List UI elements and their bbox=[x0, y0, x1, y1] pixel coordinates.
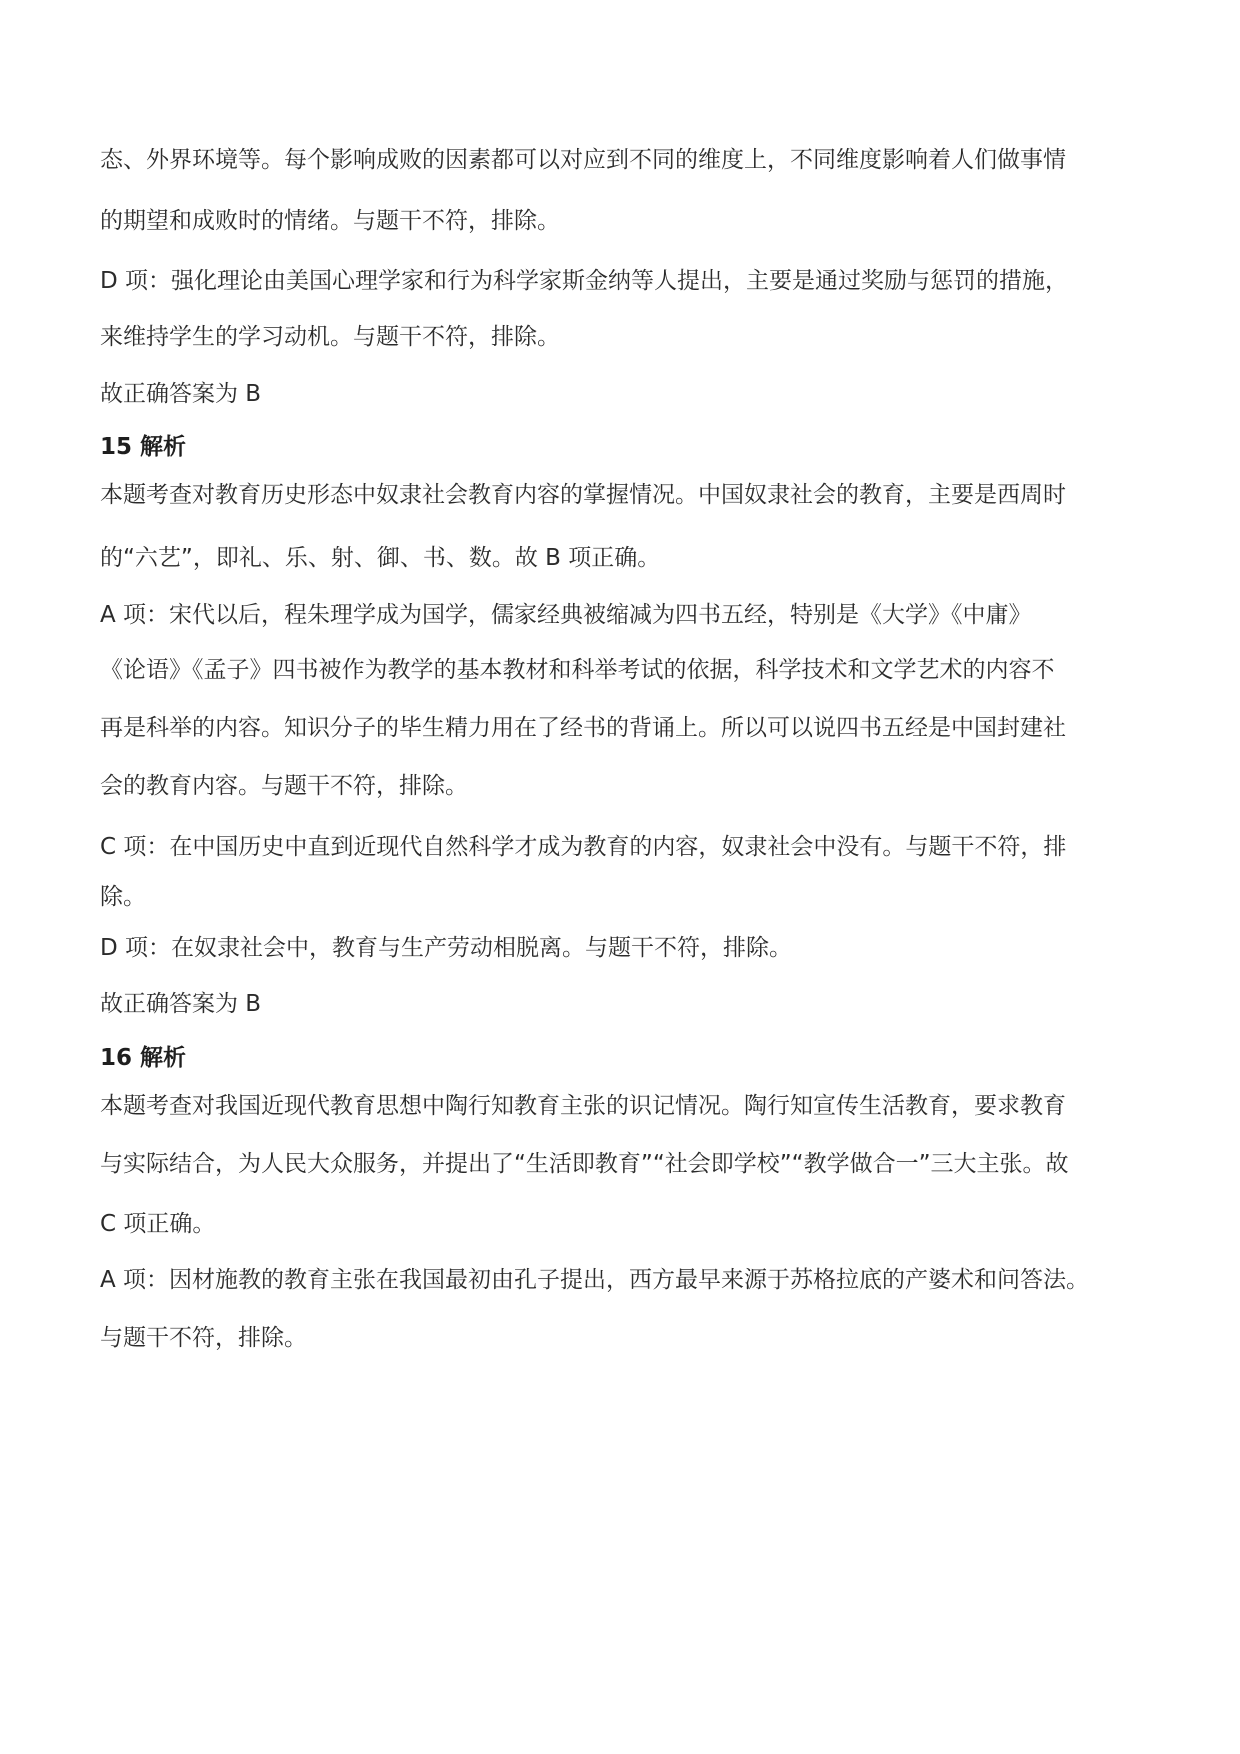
q15-option-a-line-2: 《论语》《孟子》四书被作为教学的基本教材和科举考试的依据，科学技术和文学艺术的内容不 bbox=[100, 657, 1055, 683]
q15-intro-line-1: 本题考查对教育历史形态中奴隶社会教育内容的掌握情况。中国奴隶社会的教育，主要是西周时 bbox=[100, 482, 1066, 508]
q15-option-d: D 项：在奴隶社会中，教育与生产劳动相脱离。与题干不符，排除。 bbox=[100, 935, 793, 961]
q15-intro-line-2: 的“六艺”，即礼、乐、射、御、书、数。故 B 项正确。 bbox=[100, 545, 661, 571]
q14-explanation-line-1: 态、外界环境等。每个影响成败的因素都可以对应到不同的维度上，不同维度影响着人们做事情 bbox=[100, 147, 1066, 173]
q16-option-a-line-1: A 项：因材施教的教育主张在我国最初由孔子提出，西方最早来源于苏格拉底的产婆术和问答法。 bbox=[100, 1267, 1090, 1293]
q14-explanation-line-2: 的期望和成败时的情绪。与题干不符，排除。 bbox=[100, 208, 560, 234]
q16-intro-line-1: 本题考查对我国近现代教育思想中陶行知教育主张的识记情况。陶行知宣传生活教育，要求教育 bbox=[100, 1093, 1066, 1119]
q15-option-a-line-3: 再是科举的内容。知识分子的毕生精力用在了经书的背诵上。所以可以说四书五经是中国封建社 bbox=[100, 715, 1066, 741]
q14-answer: 故正确答案为 B bbox=[100, 381, 262, 407]
q16-intro-line-3: C 项正确。 bbox=[100, 1211, 216, 1237]
q16-heading: 16 解析 bbox=[100, 1045, 187, 1071]
q15-heading: 15 解析 bbox=[100, 434, 187, 460]
q15-option-c-line-2: 除。 bbox=[100, 884, 146, 910]
q15-option-a-line-4: 会的教育内容。与题干不符，排除。 bbox=[100, 773, 468, 799]
q15-answer: 故正确答案为 B bbox=[100, 991, 262, 1017]
q15-option-a-line-1: A 项：宋代以后，程朱理学成为国学，儒家经典被缩减为四书五经，特别是《大学》《中庸》 bbox=[100, 602, 1032, 628]
q15-option-c-line-1: C 项：在中国历史中直到近现代自然科学才成为教育的内容，奴隶社会中没有。与题干不符，排 bbox=[100, 834, 1067, 860]
q14-option-d-line-1: D 项：强化理论由美国心理学家和行为科学家斯金纳等人提出，主要是通过奖励与惩罚的措施， bbox=[100, 268, 1069, 294]
q16-intro-line-2: 与实际结合，为人民大众服务，并提出了“生活即教育”“社会即学校”“教学做合一”三大主张。故 bbox=[100, 1151, 1069, 1177]
q14-option-d-line-2: 来维持学生的学习动机。与题干不符，排除。 bbox=[100, 324, 560, 350]
q16-option-a-line-2: 与题干不符，排除。 bbox=[100, 1325, 307, 1351]
